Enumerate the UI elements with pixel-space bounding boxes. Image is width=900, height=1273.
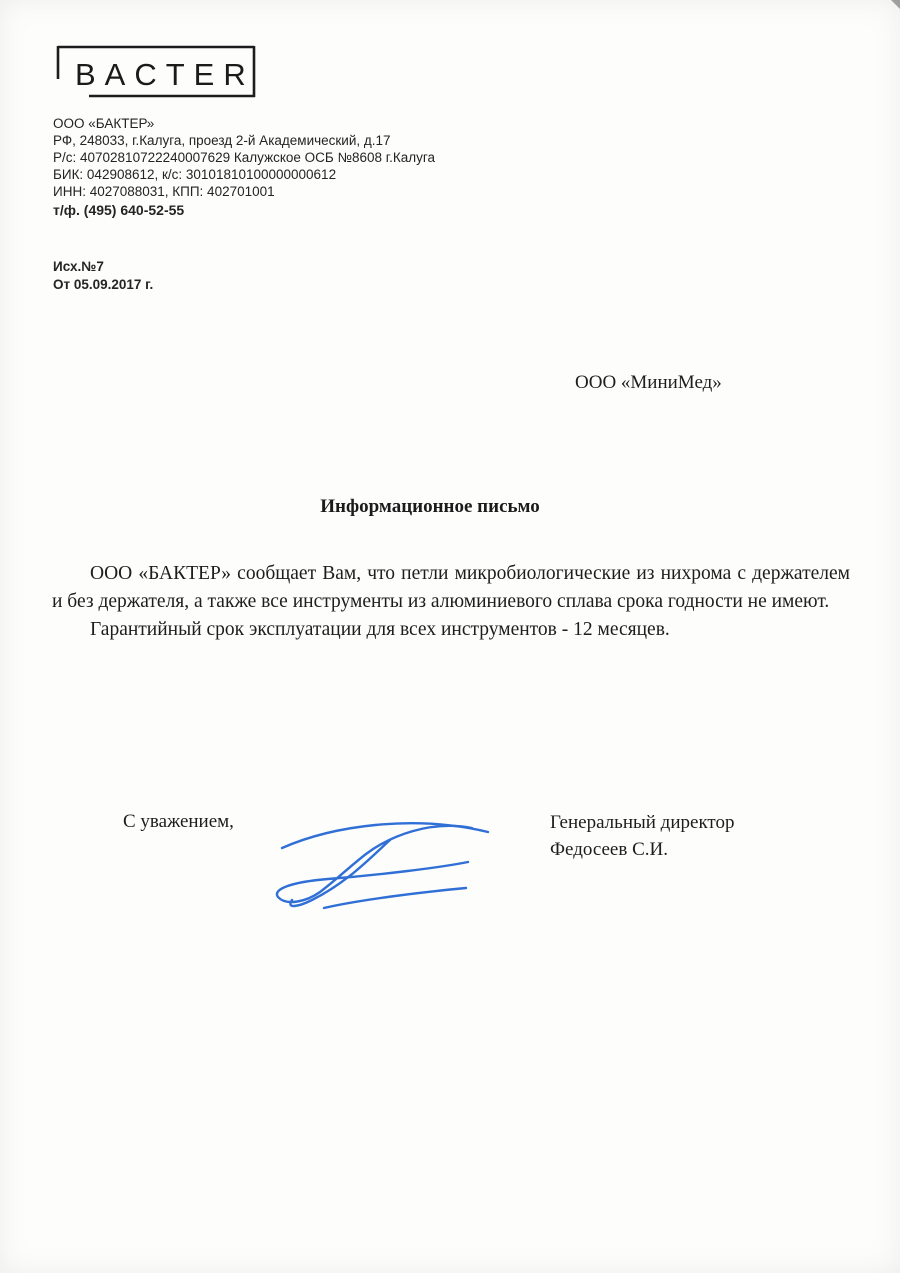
signer-block: [550, 809, 734, 863]
company-phone: т/ф. (495) 640-52-55: [53, 202, 185, 218]
signer-position: Генеральный директор: [550, 812, 735, 833]
letter-title: Информационное письмо: [320, 496, 540, 517]
company-bik: БИК: 042908612, к/с: 30101810100000000612: [53, 167, 337, 182]
company-account: Р/с: 40702810722240007629 Калужское ОСБ №8608 г.Калуга: [53, 150, 435, 165]
closing-phrase: С уважением,: [123, 811, 234, 832]
company-info: [53, 115, 435, 219]
company-name: ООО «БАКТЕР»: [53, 116, 155, 131]
recipient: ООО «МиниМед»: [575, 372, 722, 393]
scan-artifact: [891, 0, 900, 9]
letter-body: [52, 560, 850, 644]
body-paragraph-2: Гарантийный срок эксплуатации для всех инструментов - 12 месяцев.: [90, 619, 670, 640]
reference-block: [53, 258, 153, 294]
company-address: РФ, 248033, г.Калуга, проезд 2-й Академический, д.17: [53, 133, 391, 148]
signature: [262, 796, 530, 918]
logo-frame: [55, 44, 257, 100]
company-inn: ИНН: 4027088031, КПП: 402701001: [53, 184, 275, 199]
logo-text: BACTER: [75, 57, 255, 92]
company-logo: [55, 44, 257, 100]
ref-number: Исх.№7: [53, 259, 104, 274]
ref-date: От 05.09.2017 г.: [53, 277, 154, 292]
signer-name: Федосеев С.И.: [550, 839, 668, 860]
body-paragraph-1: ООО «БАКТЕР» сообщает Вам, что петли микробиологические из нихрома с держателем и без держателя, а также все инструменты из алюминиевого сплава срока годности не имеют.: [52, 563, 850, 612]
